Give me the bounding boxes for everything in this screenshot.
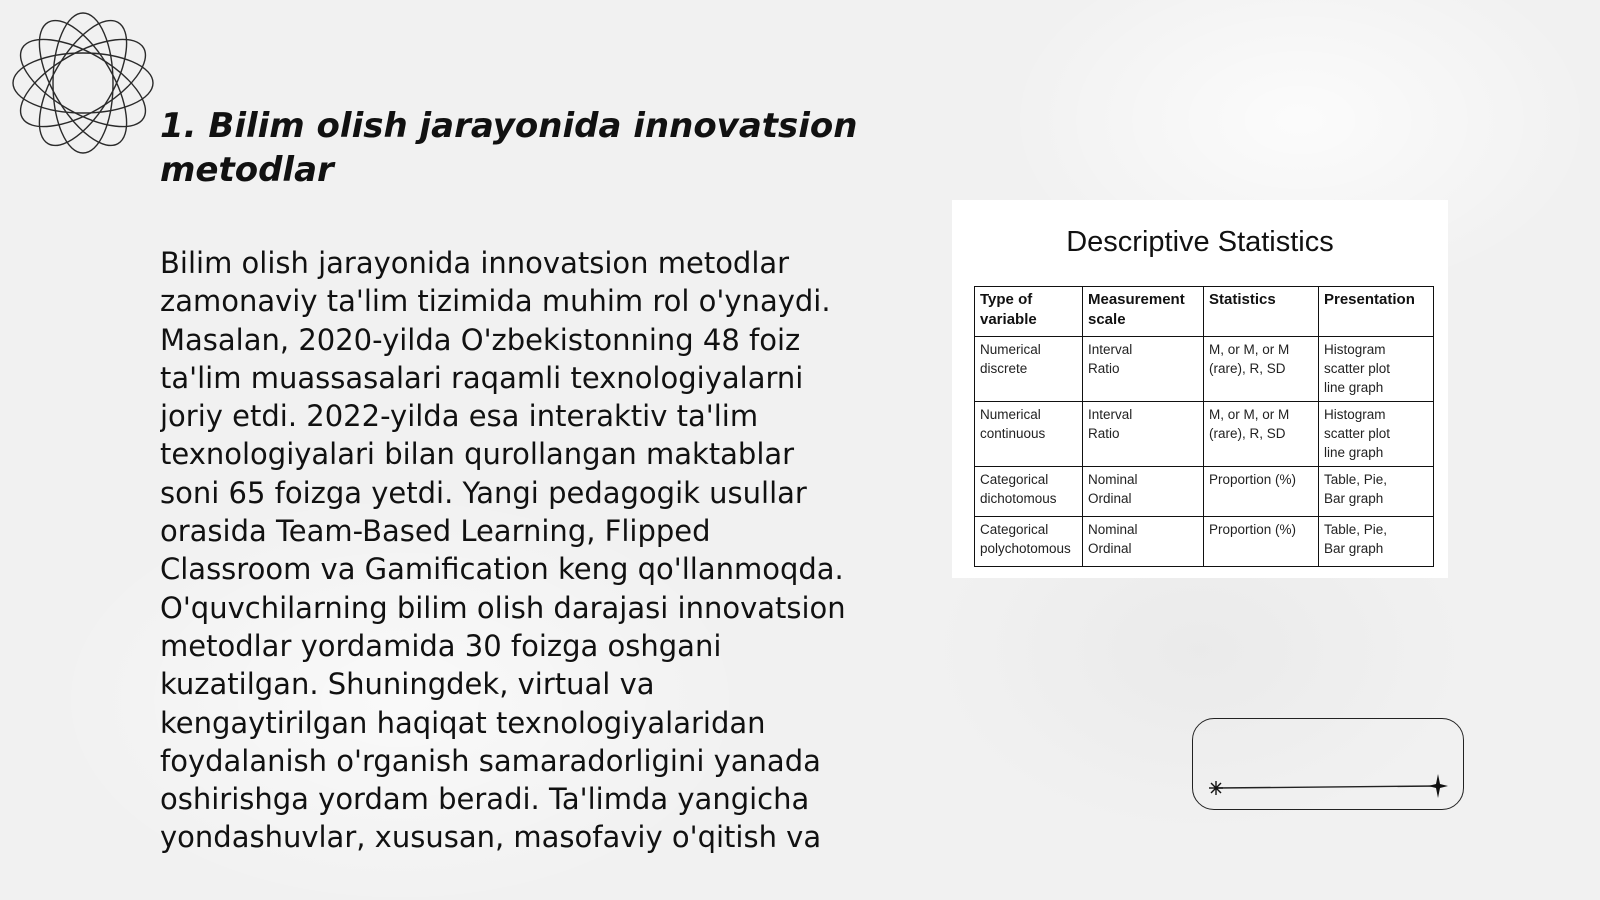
table-cell: Nominal Ordinal — [1083, 467, 1204, 517]
descriptive-statistics-image — [952, 200, 1448, 578]
table-cell: Numerical discrete — [975, 337, 1083, 402]
decorative-line — [1202, 774, 1452, 804]
table-cell: Table, Pie, Bar graph — [1319, 467, 1434, 517]
table-cell: Histogram scatter plot line graph — [1319, 402, 1434, 467]
table-cell: Histogram scatter plot line graph — [1319, 337, 1434, 402]
table-cell: Proportion (%) — [1204, 517, 1319, 567]
slide-title: 1. Bilim olish jarayonida innovatsion metodlar — [160, 106, 858, 190]
table-header-cell: Presentation — [1319, 287, 1434, 337]
table-header-row — [975, 287, 1434, 337]
table-row — [975, 517, 1434, 567]
table-header-cell: Measurement scale — [1083, 287, 1204, 337]
four-point-star-icon — [1428, 774, 1448, 798]
table-cell: Table, Pie, Bar graph — [1319, 517, 1434, 567]
table-cell: M, or M, or M (rare), R, SD — [1204, 337, 1319, 402]
table-cell: Interval Ratio — [1083, 337, 1204, 402]
rosette-ornament-icon — [10, 10, 156, 156]
table-cell: Nominal Ordinal — [1083, 517, 1204, 567]
table-cell: M, or M, or M (rare), R, SD — [1204, 402, 1319, 467]
stats-image-title: Descriptive Statistics — [1066, 226, 1334, 258]
table-header-cell: Statistics — [1204, 287, 1319, 337]
table-row — [975, 337, 1434, 402]
table-header-cell: Type of variable — [975, 287, 1083, 337]
table-cell: Interval Ratio — [1083, 402, 1204, 467]
table-cell: Proportion (%) — [1204, 467, 1319, 517]
table-row — [975, 402, 1434, 467]
table-cell: Categorical dichotomous — [975, 467, 1083, 517]
table-row — [975, 467, 1434, 517]
sparkle-burst-icon — [1209, 781, 1223, 795]
descriptive-statistics-table — [974, 286, 1434, 567]
table-cell: Categorical polychotomous — [975, 517, 1083, 567]
slide-body-text: Bilim olish jarayonida innovatsion metodlar zamonaviy ta'lim tizimida muhim rol o'ynaydi. Masalan, 2020-yilda O'zbekistonning 48 foiz ta'lim muassasalari raqamli texnologiyalarni joriy etdi. 2022-yilda esa interaktiv ta'lim texnologiyalari bilan qurollangan maktablar soni 65 foizga yetdi. Yangi pedagogik usullar orasida Team-Based Learning, Flipped Classroom va Gamification keng qo'llanmoqda. O'quvchilarning bilim olish darajasi innovatsion metodlar yordamida 30 foizga oshgani kuzatilgan. Shuningdek, virtual va kengaytirilgan haqiqat texnologiyalaridan foydalanish o'rganish samaradorligini yanada oshirishga yordam beradi. Ta'limda yangicha yondashuvlar, xususan, masofaviy o'qitish va — [160, 246, 846, 855]
table-cell: Numerical continuous — [975, 402, 1083, 467]
